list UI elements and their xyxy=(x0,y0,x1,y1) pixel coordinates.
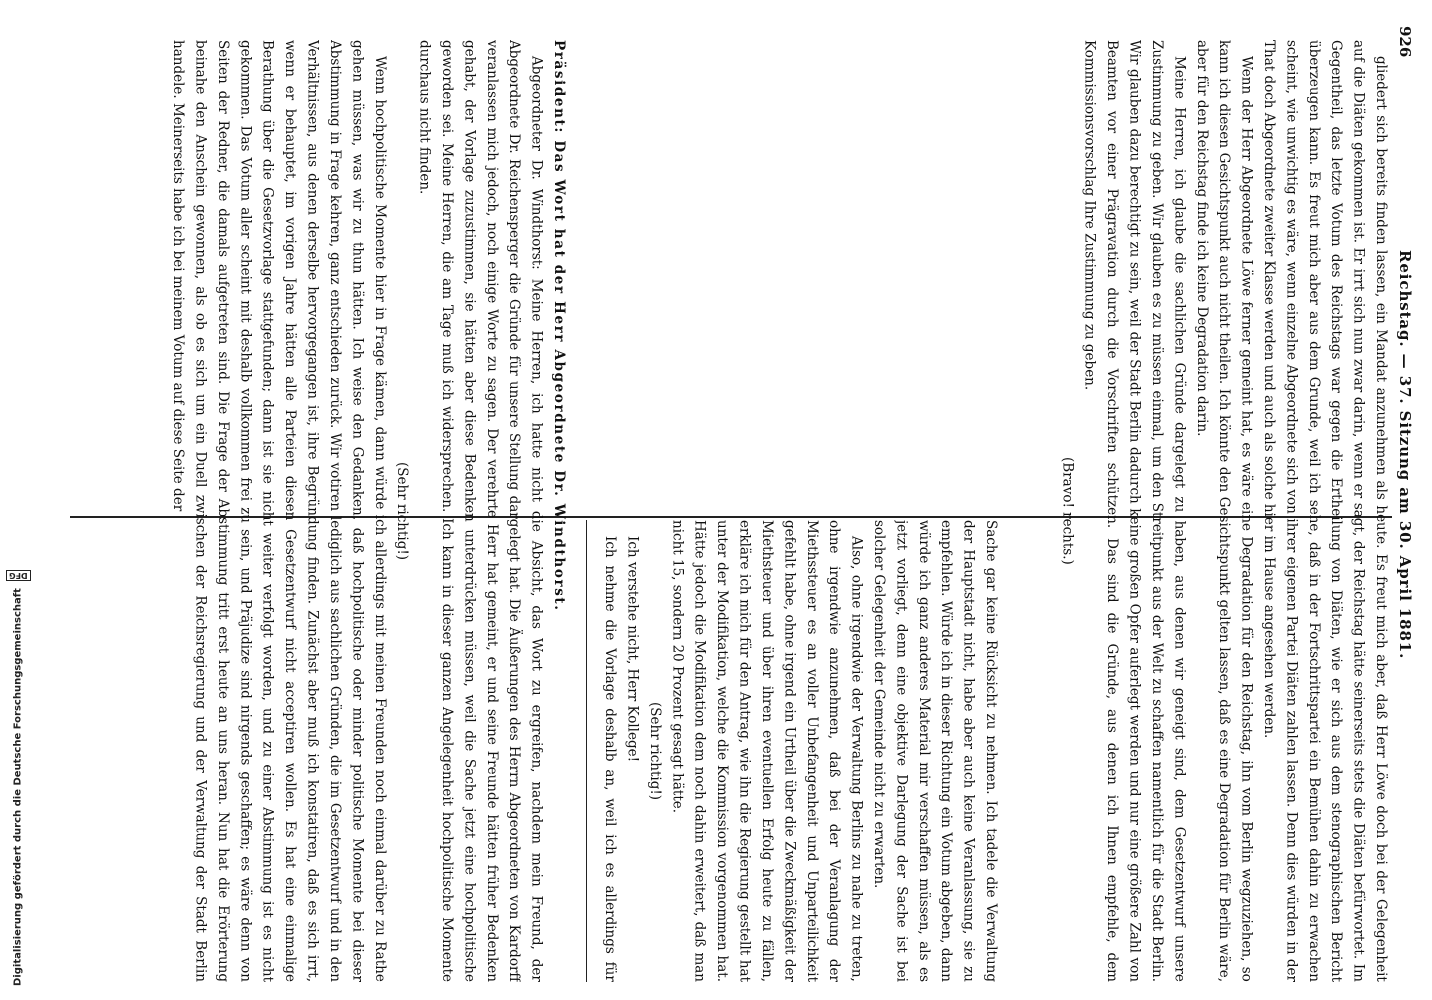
paragraph: Abgeordneter Dr. Windthorst: Meine Herren, ich hatte nicht die Absicht, das Wort zu ergreifen, nachdem mein Freund, der Abgeordnete Dr. Reichensperger die Gründe für unsere Stellung dargelegt hat. Die Äußerungen des Herrn Abgeordneten von Kardorff veranlassen mich jedoch, noch einige Worte zu sagen. Der verehrte Herr hat gemeint, er und seine Freunde hätten früher Bedenken gehabt, der Vorlage zuzustimmen, sie hätten aber diese Bedenken unterdrücken müssen, weil die Sache jetzt eine hochpolitische geworden sei. Meine Herren, die am Tage muß ich widersprechen. Ich kann in dieser ganzen Angelegenheit hochpolitische Momente durchaus nicht finden. xyxy=(416,40,545,982)
credit-text: Digitalisierung gefördert durch die Deutsche Forschungsgemeinschaft xyxy=(12,588,24,986)
column-divider-vertical xyxy=(586,520,587,982)
text-column-right xyxy=(1010,40,1392,982)
paragraph: gliedert sich bereits finden lassen, ein Mandat anzunehmen als heute. Es freut mich aber, daß Herr Löwe doch bei der Gelegenheit auf die Diäten gekommen ist. Er irrt sich nun zwar darin, wenn er sagt, der Reichstag hätte seinerseits stets die Diäten befürwortet. Im Gegentheil, das letzte Votum des Reichstags war gegen die Ertheilung von Diäten, wie er sich aus dem stenographischen Bericht überzeugen kann. Es freut mich aber aus dem Grunde, weil ich sehe, daß in der Fortschrittspartei ein Bemühen dahin zu erwachen scheint, wie unwichtig es wäre, wenn einzelne Abgeordnete sich von ihrer eigenen Partei Diäten zahlen lassen. Denn dies würden in der That doch Abgeordnete zweiter Klasse werden und auch als solche hier im Hause angesehen werden. xyxy=(1260,40,1389,982)
dfg-logo-icon: DFG xyxy=(6,570,31,581)
digitization-credit xyxy=(6,570,28,986)
paragraph: Ich verstehe nicht, Herr Kollege! xyxy=(624,536,641,763)
paragraph: Wenn der Herr Abgeordnete Löwe ferner gemeint hat, es wäre eine Degradation für den Reichstag, ihn vom Berlin wegzuziehen, so kann ich diesen Gesichtspunkt auch nicht theilen. Ich könnte den Gesichtspunkt gelten lassen, daß es eine Degradation für Berlin wäre, aber für den Reichstag finde ich keine Degradation darin. xyxy=(1193,40,1255,982)
paragraph: Meine Herren, ich glaube die sachlichen Gründe dargelegt zu haben, aus denen wir geneigt sind, dem Gesetzentwurf unsere Zustimmung zu geben. Wir glauben es zu müssen einmal, um den Streitpunkt aus der Welt zu schaffen namentlich für die Stadt Berlin. Wir glauben dazu berechtigt zu sein, weil der Stadt Berlin dadurch keine großen Opfer auferlegt werden und nur eine größere Zahl von Beamten vor einer Prägravation durch die Vorschriften schützen. Das sind die Gründe, aus denen ich Ihnen empfehle, dem Kommissionsvorschlag Ihre Zustimmung zu geben. xyxy=(1081,40,1188,982)
running-head: Reichstag. — 37. Sitzung am 30. April 1881. xyxy=(1396,250,1414,660)
text-column-left xyxy=(70,40,570,982)
text-column-bottom xyxy=(600,520,1002,982)
applause-note: (Sehr richtig!) xyxy=(394,461,411,561)
page-number: 926 xyxy=(1396,26,1414,58)
speaker-intro: Präsident: Das Wort hat der Herr Abgeordnete Dr. Windthorst. xyxy=(551,40,567,612)
paragraph: Ich nehme die Vorlage deshalb an, weil ich es allerdings für xyxy=(602,536,619,982)
paragraph: Sache gar keine Rücksicht zu nehmen. Ich tadele die Verwaltung der Hauptstadt nicht, habe aber auch keine Veranlassung, sie zu empfehlen. Würde ich in dieser Richtung ein Votum abgeben, dann würde ich ganz anderes Material mir verschaffen müssen, als es jetzt vorliegt, denn eine objektive Darlegung der Sache ist bei solcher Gelegenheit der Gemeinde nicht zu erwarten. xyxy=(870,520,999,982)
paragraph: Also, ohne irgendwie der Verwaltung Berlins zu nahe zu treten, ohne irgendwie anzunehmen, daß bei der Veranlagung der Miethssteuer es an voller Unbefangenheit und Unparteilichkeit gefehlt habe, ohne irgend ein Urtheil über die Zweckmäßigkeit der Miethsteuer und über ihren eventuellen Erfolg heute zu fällen, erkläre ich mich für den Antrag, wie ihn die Regierung gestellt hat unter der Modifikation, welche die Kommission vorgenommen hat. Hätte jedoch die Modifikation dem noch dahin erweitert, daß man nicht 15, sondern 20 Prozent gesagt hätte. xyxy=(669,520,865,982)
applause-note: (Sehr richtig!) xyxy=(646,701,663,801)
applause-note: (Bravo! rechts.) xyxy=(1059,457,1076,565)
paragraph: Wenn hochpolitische Momente hier in Frage kämen, dann würde ich allerdings mit meinen Freunden noch einmal darüber zu Rathe gehen müssen, was wir zu thun hätten. Ich weise den Gedanken, daß hochpolitische oder minder politische Momente bei dieser Abstimmung in Frage kehren, ganz entschieden zurück. Wir votiren lediglich aus sachlichen Gründen, die im Gesetzentwurf und in den Verhältnissen, aus denen derselbe hervorgegangen ist, ihre Begründung finden. Zunächst aber muß ich konstatiren, daß es sich irrt, wenn er behauptet, im vorigen Jahre hätten alle Parteien diesen Gesetzentwurf nicht acceptiren wollen. Es hat eine einmalige Berathung über die Gesetzvorlage stattgefunden; dann ist sie nicht weiter verfolgt worden, und zu einer Abstimmung ist es nicht gekommen. Das Votum aller scheint mit deshalb vollkommen frei zu sein, und Präjudize sind nirgends geschaffen; es wäre denn von Seiten der Redner, die damals aufgetreten sind. Die Frage der Abstimmung tritt erst heute an uns heran. Nun hat die Erörterung beinahe den Anschein gewonnen, als ob es sich um ein Duell zwischen der Reichsregierung und der Verwaltung der Stadt Berlin handele. Meinerseits habe ich bei meinem Votum auf diese Seite der xyxy=(170,40,388,982)
